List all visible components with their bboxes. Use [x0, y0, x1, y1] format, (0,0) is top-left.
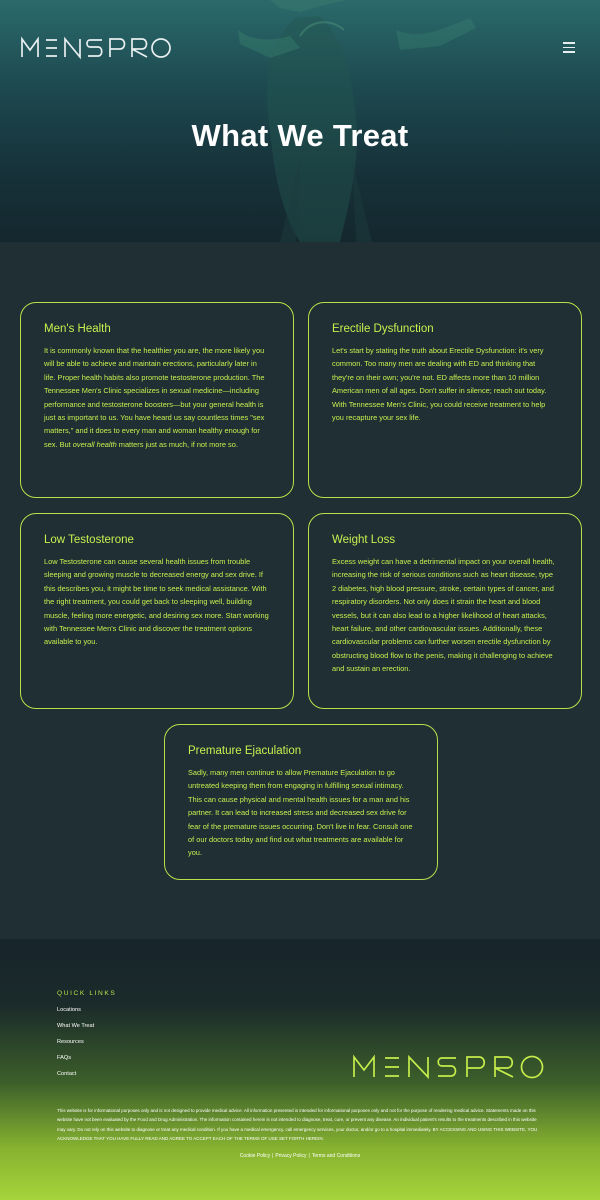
hero-banner: [0, 0, 600, 242]
site-footer: [0, 939, 600, 1200]
menspro-logo[interactable]: [20, 35, 172, 61]
privacy-policy-link[interactable]: Privacy Policy: [275, 1153, 307, 1159]
card-title: Erectile Dysfunction: [332, 323, 434, 335]
card-mens-health: [20, 302, 294, 498]
legal-links: [0, 1153, 600, 1159]
card-text-part: matters just as much, if not more so.: [116, 439, 238, 449]
quick-links-title: QUICK LINKS: [57, 990, 117, 997]
quick-links-list: [57, 1006, 94, 1086]
card-text: Let's start by stating the truth about Erectile Dysfunction: it's very common. Too many men are dealing with ED and thinking that they're on their own; you're not. ED affects more than 10 million American men of all ages. Don't suffer in silence; reach out today. With Tennessee Men's Clinic, you could receive treatment to help you recapture your sex life.: [332, 346, 547, 423]
disclaimer-text: This website is for informational purposes only and is not designed to provide medical advice. All information presented is intended for informational purposes only and not for the purpose of rendering medical advice. Statements made on this website have not been evaluated by the Food and Drug Administration. The information contained herein is not intended to diagnose, treat, cure, or prevent any disease. An individual patient's results to the treatments described in this website may vary. Do not rely on this website to diagnose or treat any medical condition. If you have a medical emergency, call emergency services, your doctor, and/or go to a hospital immediately. BY ACCESSING AND USING THIS WEBSITE, YOU ACKNOWLEDGE THAT YOU HAVE FULLY READ AND AGREE TO ACCEPT EACH OF THE TERMS OF USE SET FORTH HEREIN.: [57, 1108, 538, 1141]
footer-menspro-logo[interactable]: [352, 1054, 546, 1080]
hamburger-icon[interactable]: [563, 42, 577, 54]
card-title: Low Testosterone: [44, 534, 134, 546]
quick-link-what-we-treat[interactable]: What We Treat: [57, 1023, 95, 1029]
card-text-emphasis: overall health: [72, 439, 117, 449]
link-separator: |: [272, 1153, 274, 1159]
card-text-part: It is commonly known that the healthier you are, the more likely you will be able to achieve and maintain erections, particularly later in life. Proper health habits also promote testosterone production. The Tennessee Men's Clinic specializes in sexual medicine—including performance and testosterone boosters—but your general health is just as important to us. You have heard us say countless times "sex matters," and it does to every man and woman healthy enough for sex. But: [44, 346, 265, 449]
quick-link-contact[interactable]: Contact: [57, 1071, 77, 1077]
cookie-policy-link[interactable]: Cookie Policy: [239, 1153, 271, 1159]
card-text: Sadly, many men continue to allow Premature Ejaculation to go untreated keeping them from engaging in fulfilling sexual intimacy. This can cause physical and mental health issues for a man and his partner. It can lead to increased stress and decreased sex drive for fear of the premature issues occurring. Don't live in fear. Consult one of our doctors today and find out what treatments are available for you.: [188, 768, 413, 858]
terms-link[interactable]: Terms and Conditions: [311, 1153, 361, 1159]
page-title: What We Treat: [191, 118, 409, 153]
card-low-testosterone: [20, 513, 294, 709]
card-title: Weight Loss: [332, 534, 396, 546]
card-title: Premature Ejaculation: [188, 745, 302, 757]
card-weight-loss: [308, 513, 582, 709]
card-erectile-dysfunction: [308, 302, 582, 498]
link-separator: |: [308, 1153, 310, 1159]
quick-link-locations[interactable]: Locations: [57, 1007, 81, 1013]
card-title: Men's Health: [44, 323, 111, 335]
card-text: Excess weight can have a detrimental impact on your overall health, increasing the risk of serious conditions such as heart disease, type 2 diabetes, high blood pressure, stroke, certain types of cancer, and respiratory disorders. Not only does it strain the heart and blood vessels, but it can also lead to a higher likelihood of heart attacks, heart failure, and other cardiovascular issues. Additionally, these cardiovascular problems can further worsen erectile dysfunction by obstructing blood flow to the penis, making it challenging to achieve and sustain an erection.: [332, 557, 555, 674]
quick-link-faqs[interactable]: FAQs: [57, 1055, 71, 1061]
card-premature-ejaculation: [164, 724, 438, 880]
card-text: Low Testosterone can cause several health issues from trouble sleeping and growing muscle to decreased energy and sex drive. If this describes you, it might be time to seek medical assistance. With the right treatment, you could get back to sleeping well, building muscle, feeling more energetic, and desiring sex more. Start working with Tennessee Men's Clinic and discover the treatment options available to you.: [44, 557, 269, 647]
card-text: [44, 344, 270, 451]
quick-link-resources[interactable]: Resources: [57, 1039, 84, 1045]
